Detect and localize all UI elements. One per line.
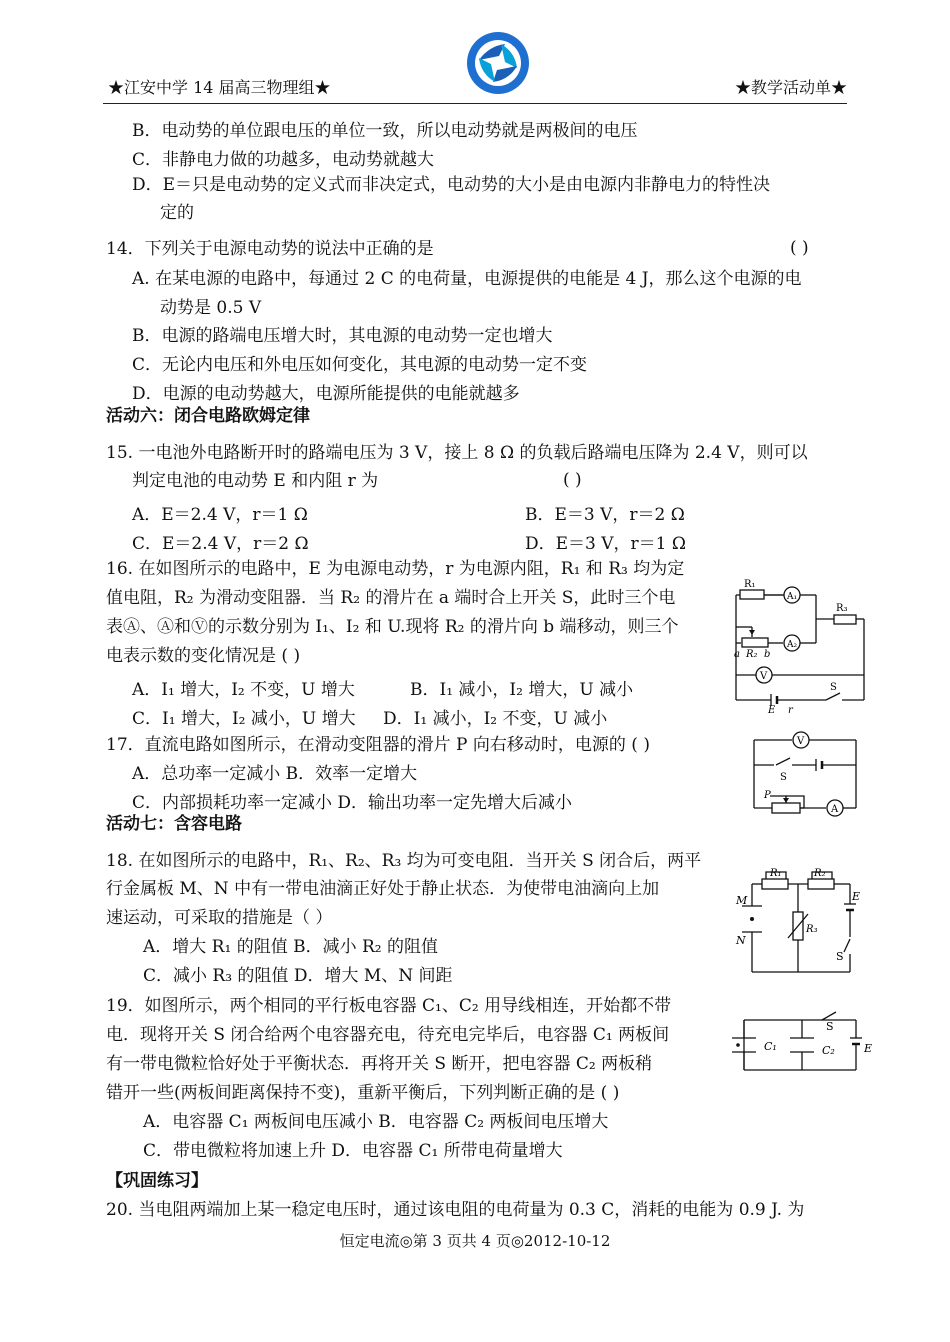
fig16-label-v: V [760, 671, 768, 682]
circuit-diagram-q18 [732, 862, 862, 980]
header-divider [103, 103, 847, 104]
q15-option-b: B．E＝3 V，r＝2 Ω [525, 505, 685, 525]
q13-option-d: D．E＝只是电动势的定义式而非决定式，电动势的大小是由电源内非静电力的特性决 [132, 175, 771, 195]
q15-option-c: C．E＝2.4 V，r＝2 Ω [132, 534, 309, 554]
fig19-label-s: S [826, 1020, 834, 1033]
q16-stem-4: 电表示数的变化情况是 ( ) [106, 646, 301, 666]
fig19-label-c2: C₂ [822, 1044, 835, 1057]
fig16-label-e: E [768, 705, 776, 715]
fig16-label-a2: A₂ [787, 640, 798, 650]
fig16-label-s: S [830, 682, 837, 693]
fig16-label-r3: R₃ [836, 603, 848, 614]
q15-stem-cont: 判定电池的电动势 E 和内阻 r 为 [132, 471, 379, 491]
fig19-label-c1: C₁ [764, 1040, 777, 1053]
q14-answer-paren: ( ) [790, 238, 809, 258]
q15-answer-paren: ( ) [563, 470, 582, 490]
fig16-label-r2: R₂ [746, 649, 758, 660]
q19-stem-4: 错开一些(两板间距离保持不变)，重新平衡后，下列判断正确的是 ( ) [106, 1083, 620, 1103]
q18-stem-1: 18. 在如图所示的电路中，R₁、R₂、R₃ 均为可变电阻．当开关 S 闭合后，两平 [106, 851, 702, 871]
q17-options-cd: C．内部损耗功率一定减小 D．输出功率一定先增大后减小 [132, 793, 573, 813]
q16-option-d: D．I₁ 减小，I₂ 不变，U 减小 [383, 709, 608, 729]
circuit-diagram-q17 [746, 728, 864, 820]
activity6-heading: 活动六：闭合电路欧姆定律 [106, 406, 310, 426]
q14-option-a: A. 在某电源的电路中，每通过 2 C 的电荷量，电源提供的电能是 4 J，那么这个电源的电 [132, 269, 802, 289]
q19-stem-1: 19．如图所示，两个相同的平行板电容器 C₁、C₂ 用导线相连，开始都不带 [106, 996, 672, 1016]
fig16-label-a1: A₁ [787, 592, 798, 602]
q13-option-c: C．非静电力做的功越多，电动势就越大 [132, 150, 435, 170]
header-left: ★江安中学 14 届高三物理组★ [108, 78, 331, 97]
school-logo [465, 30, 531, 96]
fig19-label-e: E [864, 1042, 873, 1055]
q20-stem: 20. 当电阻两端加上某一稳定电压时，通过该电阻的电荷量为 0.3 C，消耗的电能为 0.9 J. 为 [106, 1200, 805, 1220]
q17-stem: 17．直流电路如图所示，在滑动变阻器的滑片 P 向右移动时，电源的 ( ) [106, 735, 650, 755]
q15-option-a: A．E＝2.4 V，r＝1 Ω [132, 505, 308, 525]
q14-option-c: C．无论内电压和外电压如何变化，其电源的电动势一定不变 [132, 355, 588, 375]
fig18-label-r3: R₃ [806, 924, 818, 935]
practice-heading: 【巩固练习】 [106, 1171, 208, 1191]
circuit-diagram-q19 [726, 1008, 876, 1076]
q19-stem-2: 电．现将开关 S 闭合给两个电容器充电，待充电完毕后，电容器 C₁ 两板间 [106, 1025, 670, 1045]
fig16-label-b: b [764, 649, 771, 660]
q13-option-b: B．电动势的单位跟电压的单位一致，所以电动势就是两极间的电压 [132, 121, 638, 141]
fig18-label-m: M [736, 894, 748, 907]
fig18-label-r2: R₂ [814, 868, 826, 879]
q14-option-a-cont: 动势是 0.5 V [160, 298, 262, 318]
activity7-heading: 活动七：含容电路 [106, 814, 242, 834]
q14-stem: 14．下列关于电源电动势的说法中正确的是 [106, 239, 434, 259]
q16-stem-1: 16. 在如图所示的电路中，E 为电源电动势，r 为电源内阻，R₁ 和 R₃ 均为定 [106, 559, 685, 579]
q14-option-b: B．电源的路端电压增大时，其电源的电动势一定也增大 [132, 326, 553, 346]
fig16-label-r: r [788, 705, 793, 715]
fig18-label-e: E [852, 890, 861, 903]
header-right: ★教学活动单★ [734, 78, 847, 97]
fig16-label-r1: R₁ [744, 579, 756, 590]
fig17-label-a: A [831, 804, 839, 815]
q19-stem-3: 有一带电微粒恰好处于平衡状态．再将开关 S 断开，把电容器 C₂ 两板稍 [106, 1054, 653, 1074]
fig18-label-r1: R₁ [770, 868, 782, 879]
q18-options-ab: A．增大 R₁ 的阻值 B．减小 R₂ 的阻值 [143, 937, 439, 957]
q16-option-c: C．I₁ 增大，I₂ 减小，U 增大 [132, 709, 356, 729]
fig18-label-n: N [736, 934, 746, 947]
circuit-diagram-q16 [726, 575, 874, 715]
q18-stem-2: 行金属板 M、N 中有一带电油滴正好处于静止状态．为使带电油滴向上加 [106, 879, 660, 899]
q19-options-ab: A．电容器 C₁ 两板间电压减小 B．电容器 C₂ 两板间电压增大 [143, 1112, 609, 1132]
q14-option-d: D．电源的电动势越大，电源所能提供的电能就越多 [132, 384, 520, 404]
q16-option-a: A．I₁ 增大，I₂ 不变，U 增大 [132, 680, 355, 700]
q16-option-b: B．I₁ 减小，I₂ 增大，U 减小 [410, 680, 634, 700]
q16-stem-2: 值电阻，R₂ 为滑动变阻器．当 R₂ 的滑片在 a 端时合上开关 S，此时三个电 [106, 588, 676, 608]
q16-stem-3: 表Ⓐ、Ⓐ和Ⓥ的示数分别为 I₁、I₂ 和 U.现将 R₂ 的滑片向 b 端移动，则三个 [106, 617, 679, 637]
fig17-label-p: P [764, 790, 771, 801]
fig17-label-v: V [797, 736, 805, 747]
q17-options-ab: A．总功率一定减小 B．效率一定增大 [132, 764, 418, 784]
q15-stem: 15. 一电池外电路断开时的路端电压为 3 V，接上 8 Ω 的负载后路端电压降为 2.4 V，则可以 [106, 443, 808, 463]
q18-options-cd: C．减小 R₃ 的阻值 D．增大 M、N 间距 [143, 966, 453, 986]
q13-option-d-cont: 定的 [160, 203, 194, 223]
q18-stem-3: 速运动，可采取的措施是（ ） [106, 908, 333, 928]
page-footer: 恒定电流◎第 3 页共 4 页◎2012-10-12 [339, 1232, 611, 1250]
q15-option-d: D．E＝3 V，r＝1 Ω [525, 534, 686, 554]
fig16-label-a: a [734, 649, 740, 660]
fig17-label-s: S [780, 772, 787, 783]
q19-options-cd: C．带电微粒将加速上升 D．电容器 C₁ 所带电荷量增大 [143, 1141, 563, 1161]
fig18-label-s: S [836, 950, 844, 963]
